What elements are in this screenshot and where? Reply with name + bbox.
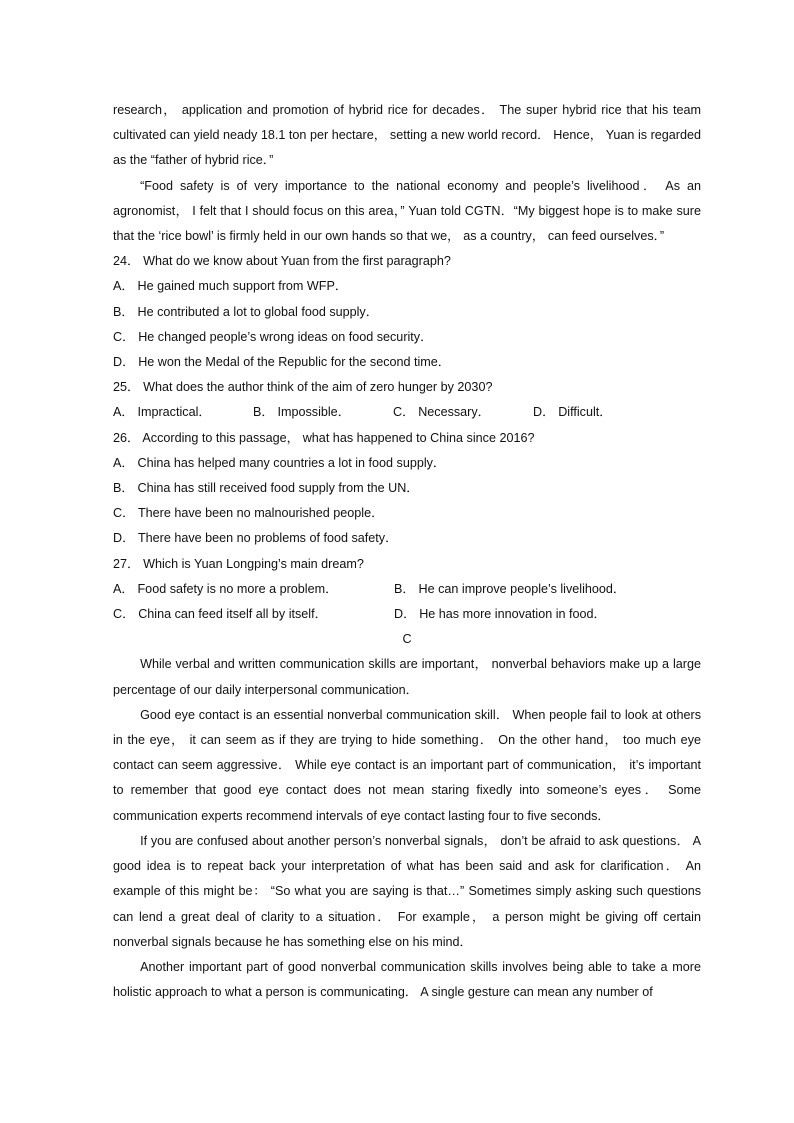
question-stem: 24． What do we know about Yuan from the first paragraph? (113, 254, 451, 269)
option-a: A． China has helped many countries a lot in food supply． (113, 455, 446, 470)
option-c: C． Necessary． (393, 405, 491, 420)
passage-c-paragraph-4: Another important part of good nonverbal communication skills involves being able to take a more holistic approach to what a person is communicating． A single gesture can mean any number of (113, 959, 701, 1000)
passage-c-paragraph-2: Good eye contact is an essential nonverbal communication skill． When people fail to look at others in the eye， it can seem as if they are trying to hide something． On the other hand， too much eye contact can seem aggressive． While eye contact is an important part of communication， it’s important to remember that good eye contact does not mean staring fixedly into someone’s eyes． Some communication experts recommend intervals of eye contact lasting four to five seconds． (113, 707, 701, 823)
option-a: A． He gained much support from WFP． (113, 279, 348, 294)
passage-b-paragraph-2: “Food safety is of very importance to the national economy and people’s livelihood． As an agronomist， I felt that I should focus on this area，” Yuan told CGTN．“My biggest hope is to make sure that the ‘rice bowl’ is firmly held in our own hands so that we， as a country， can feed ourselves．” (113, 178, 701, 244)
option-b: B． Impossible． (253, 405, 351, 420)
options-row-2 (113, 602, 701, 627)
option-d: D． He has more innovation in food． (394, 607, 607, 622)
question-26 (113, 426, 701, 552)
question-stem: 25． What does the author think of the aim of zero hunger by 2030? (113, 380, 493, 395)
option-a: A． Impractical． (113, 405, 211, 420)
option-d: D． There have been no problems of food safety． (113, 531, 398, 546)
question-stem: 26． According to this passage， what has happened to China since 2016? (113, 430, 535, 445)
option-c: C． He changed people’s wrong ideas on food security． (113, 329, 433, 344)
options-row (113, 400, 701, 425)
question-27 (113, 552, 701, 628)
passage-c-paragraph-3: If you are confused about another person’s nonverbal signals， don’t be afraid to ask questions． A good idea is to repeat back your interpretation of what has been said and ask for clarification． An example of this might be： “So what you are saying is that…” Sometimes simply asking such questions can lend a great deal of clarity to a situation． For example， a person might be giving off certain nonverbal signals because he has something else on his mind． (113, 833, 701, 949)
option-c: C． China can feed itself all by itself． (113, 607, 328, 622)
options-row-1 (113, 577, 701, 602)
option-d: D． Difficult． (533, 405, 612, 420)
option-b: B． He can improve people’s livelihood． (394, 581, 626, 596)
passage-b-paragraph-1: research， application and promotion of hybrid rice for decades． The super hybrid rice that his team cultivated can yield neady 18.1 ton per hectare， setting a new world record． Hence， Yuan is regarded as the “father of hybrid rice．” (113, 103, 701, 168)
option-b: B． He contributed a lot to global food supply． (113, 304, 379, 319)
question-25 (113, 375, 701, 425)
question-24 (113, 249, 701, 375)
option-a: A． Food safety is no more a problem． (113, 581, 338, 596)
option-b: B． China has still received food supply from the UN． (113, 481, 419, 496)
passage-c-heading: C (402, 632, 412, 647)
question-stem: 27． Which is Yuan Longping’s main dream? (113, 556, 364, 571)
exam-page (113, 98, 701, 1005)
option-c: C． There have been no malnourished people． (113, 506, 384, 521)
option-d: D． He won the Medal of the Republic for the second time． (113, 355, 451, 370)
passage-c-paragraph-1: While verbal and written communication skills are important， nonverbal behaviors make up a large percentage of our daily interpersonal communication． (113, 657, 701, 697)
